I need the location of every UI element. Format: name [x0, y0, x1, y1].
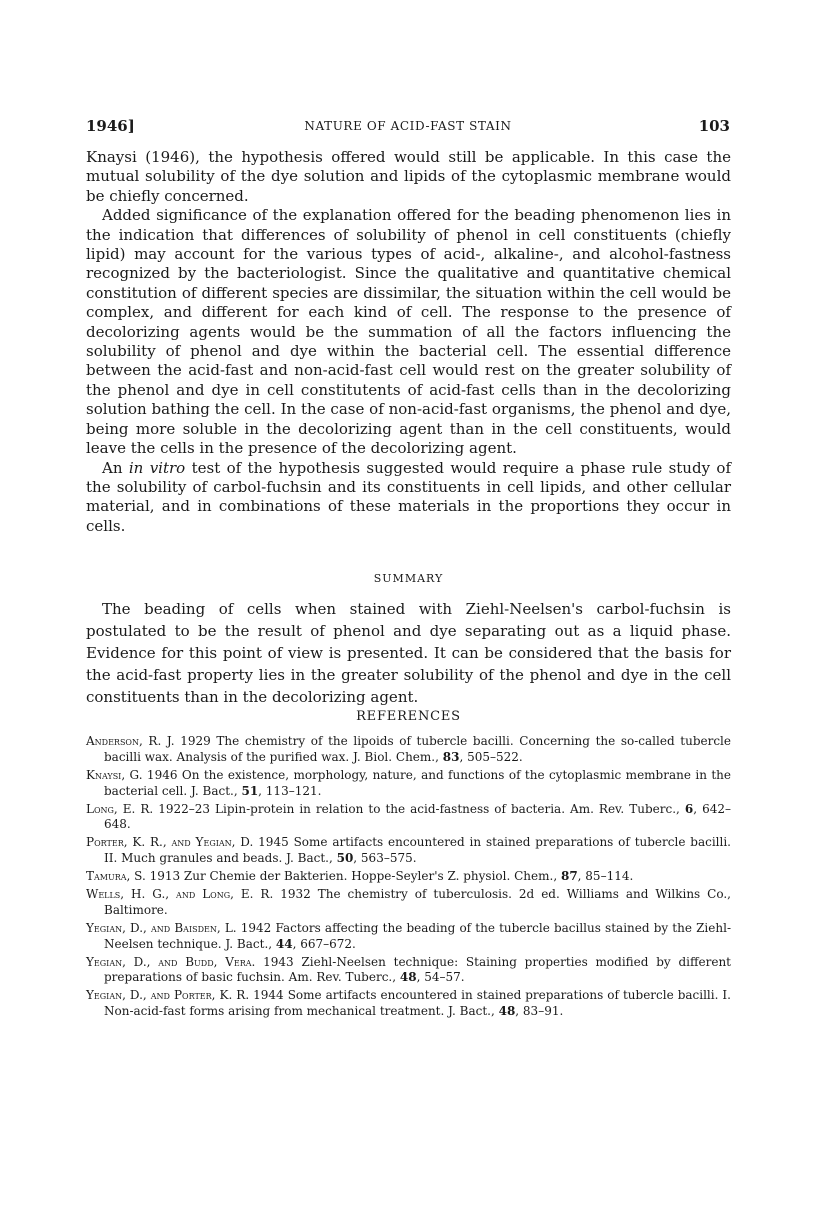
paragraph-prefix: An: [102, 458, 129, 477]
summary-heading: SUMMARY: [373, 572, 444, 585]
reference-item: [86, 887, 731, 919]
paragraph: [86, 459, 731, 537]
reference-item: [86, 869, 731, 885]
reference-volume: 50: [336, 851, 354, 866]
reference-volume: 87: [560, 869, 578, 884]
reference-authors: Porter, K. R., and Yegian, D.: [86, 835, 254, 850]
reference-authors: Yegian, D., and Baisden, L.: [86, 920, 237, 935]
reference-pages: , 505–522.: [459, 749, 523, 764]
reference-text: 1942 Factors affecting the beading of the tubercle bacillus stained by the Ziehl-Neelsen technique. J. Bact.,: [104, 920, 731, 951]
reference-authors: Tamura, S.: [86, 869, 146, 884]
reference-item: [86, 802, 731, 834]
header-year: 1946]: [86, 117, 135, 135]
reference-item: [86, 734, 731, 766]
reference-text: 1943 Ziehl-Neelsen technique: Staining properties modified by different preparations of basic fuchsin. Am. Rev. Tuberc.,: [104, 954, 731, 985]
paragraph: Added significance of the explanation offered for the beading phenomenon lies in the indication that differences of solubility of phenol in cell constituents (chiefly lipid) may account for the various types of acid-, alkaline-, and alcohol-fastness recognized by the bacteriologist. Since the qualitative and quantitative chemical constitution of different species are dissimilar, the situation within the cell would be complex, and different for each kind of cell. The response to the presence of decolorizing agents would be the summation of all the factors influencing the solubility of phenol and dye within the bacterial cell. The essential difference between the acid-fast and non-acid-fast cell would rest on the greater solubility of the phenol and dye in cell constitutents of acid-fast cells than in the decolorizing solution bathing the cell. In the case of non-acid-fast organisms, the phenol and dye, being more soluble in the decolorizing agent than in the cell constituents, would leave the cells in the presence of the decolorizing agent.: [86, 206, 731, 458]
summary-text: The beading of cells when stained with Ziehl-Neelsen's carbol-fuchsin is postulated to be the result of phenol and dye separating out as a liquid phase. Evidence for this point of view is presented. It can be considered that the basis for the acid-fast property lies in the greater solubility of the phenol and dye in the cell constituents than in the decolorizing agent.: [86, 600, 731, 706]
reference-pages: , 563–575.: [353, 851, 417, 866]
reference-volume: 48: [498, 1004, 516, 1019]
body-text: [86, 148, 731, 536]
reference-volume: 51: [241, 783, 259, 798]
reference-text: 1946 On the existence, morphology, nature, and functions of the cytoplasmic membrane in the bacterial cell. J. Bact.,: [104, 767, 731, 798]
reference-pages: , 667–672.: [292, 936, 356, 951]
references-heading: REFERENCES: [356, 709, 461, 724]
reference-text: 1922–23 Lipin-protein in relation to the acid-fastness of bacteria. Am. Rev. Tuberc.,: [153, 801, 685, 816]
reference-pages: , 642–648.: [104, 801, 731, 832]
reference-authors: Yegian, D., and Porter, K. R.: [86, 988, 250, 1003]
references-list: [86, 734, 731, 1022]
reference-item: [86, 768, 731, 800]
reference-pages: , 113–121.: [258, 783, 322, 798]
paragraph: Knaysi (1946), the hypothesis offered would still be applicable. In this case the mutual solubility of the dye solution and lipids of the cytoplasmic membrane would be chiefly concerned.: [86, 148, 731, 205]
reference-item: [86, 988, 731, 1020]
reference-authors: Wells, H. G., and Long, E. R.: [86, 887, 274, 902]
running-header: [86, 117, 730, 137]
reference-text: 1913 Zur Chemie der Bakterien. Hoppe-Seyler's Z. physiol. Chem.,: [145, 869, 561, 884]
reference-authors: Yegian, D., and Budd, Vera.: [86, 954, 256, 969]
running-title: NATURE OF ACID-FAST STAIN: [304, 119, 512, 133]
paragraph-emphasis: in vitro: [128, 458, 186, 477]
reference-authors: Long, E. R.: [86, 801, 154, 816]
reference-text: 1944 Some artifacts encountered in stained preparations of tubercle bacilli. I. Non-acid-fast forms arising from mechanical treatment. J. Bact.,: [104, 988, 731, 1019]
reference-text: 1932 The chemistry of tuberculosis. 2d ed. Williams and Wilkins Co., Baltimore.: [104, 887, 732, 917]
reference-authors: Knaysi, G.: [86, 767, 143, 782]
reference-volume: 48: [399, 970, 417, 985]
reference-item: [86, 921, 731, 953]
reference-item: [86, 955, 731, 987]
reference-text: 1945 Some artifacts encountered in stained preparations of tubercle bacilli. II. Much granules and beads. J. Bact.,: [104, 835, 731, 866]
paragraph-rest: test of the hypothesis suggested would require a phase rule study of the solubility of carbol-fuchsin and its constituents in cell lipids, and other cellular material, and in combinations of these materials in the proportions they occur in cells.: [86, 458, 732, 535]
reference-text: 1929 The chemistry of the lipoids of tubercle bacilli. Concerning the so-called tubercle bacilli wax. Analysis of the purified wax. J. Biol. Chem.,: [104, 734, 731, 764]
reference-volume: 6: [684, 801, 694, 816]
reference-pages: , 85–114.: [577, 869, 634, 884]
reference-authors: Anderson, R. J.: [86, 734, 175, 748]
reference-volume: 44: [275, 936, 293, 951]
reference-pages: , 83–91.: [515, 1004, 564, 1019]
reference-item: [86, 835, 731, 867]
reference-pages: , 54–57.: [416, 970, 465, 985]
reference-volume: 83: [442, 749, 460, 764]
page-number: 103: [698, 117, 730, 135]
